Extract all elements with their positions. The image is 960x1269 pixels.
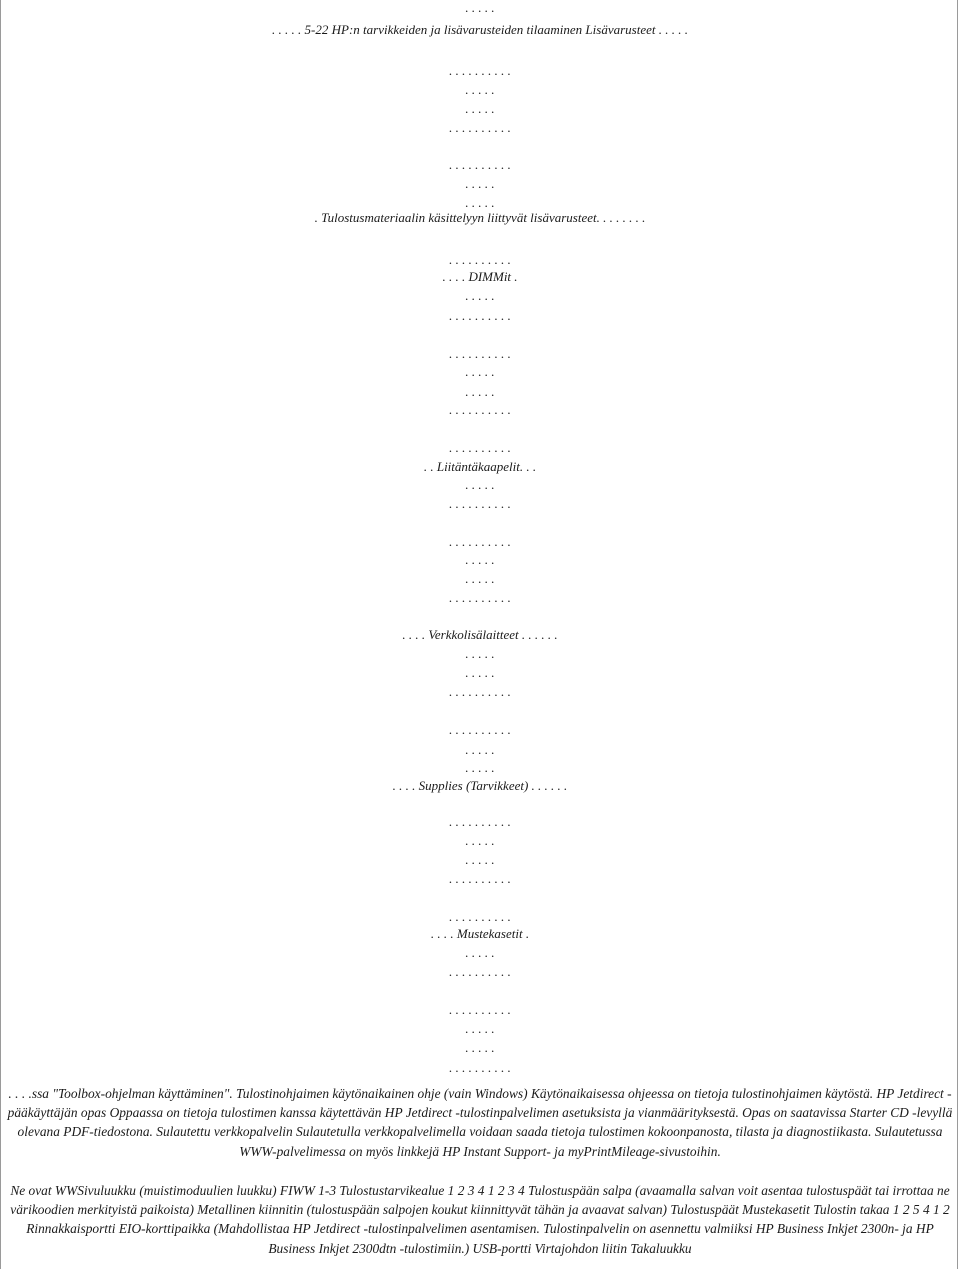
toc-line: . . . . . 5-22 HP:n tarvikkeiden ja lisävarusteiden tilaaminen Lisävarusteet . . . . . — [272, 22, 688, 37]
toc-line: . . . . . . . . . . — [449, 871, 511, 886]
toc-line: . . . . . — [465, 665, 495, 680]
toc-line: . . . . . . . . . . — [449, 1002, 511, 1017]
toc-line: . . . . . . . . . . — [449, 440, 511, 455]
toc-line — [1, 233, 959, 249]
toc-line — [1, 40, 959, 56]
toc-line: . . . . . — [465, 176, 495, 191]
toc-line — [1, 328, 959, 344]
toc-line: . . . . . . . . . . — [449, 308, 511, 323]
toc-line — [1, 138, 959, 154]
toc-line: . . . . . — [465, 945, 495, 960]
body-paragraph-2: Ne ovat WWSivuluukku (muistimoduulien luukku) FIWW 1-3 Tulostustarvikealue 1 2 3 4 1 2 3 4 Tulostuspään salpa (avaamalla salvan voit asentaa tulostuspäät tai irrottaa ne värikoodien merkityistä paikoista) Metallinen kiinnitin (tulostuspään salpojen koukut kiinnittyvät tähän ja avaavat salvan) Tulostuspäät Mustekasetit Tulostin takaa 1 2 5 4 1 2 Rinnakkaisportti EIO-korttipaikka (Mahdollistaa HP Jetdirect -tulostinpalvelimen asentamisen. Tulostinpalvelin on asennettu valmiiksi HP Business Inkjet 2300n- ja HP Business Inkjet 2300dtn -tulostimiin.) USB-portti Virtajohdon liitin Takaluukku — [10, 1183, 950, 1256]
toc-line: . . . . DIMMit . — [442, 269, 518, 284]
toc-line: . . . . . . . . . . — [449, 157, 511, 172]
toc-line: . . . . . — [465, 477, 495, 492]
toc-line: . . . . . — [465, 101, 495, 116]
toc-line: . . . . . . . . . . — [449, 909, 511, 924]
toc-line: . . . . . — [465, 1021, 495, 1036]
toc-line: . . . . . — [465, 0, 495, 15]
toc-line: . . Liitäntäkaapelit. . . — [423, 459, 537, 474]
toc-line: . . . . Verkkolisälaitteet . . . . . . — [402, 627, 558, 642]
toc-line — [1, 420, 959, 436]
toc-line: . . . . . . . . . . — [449, 120, 511, 135]
toc-line: . . . . . — [465, 552, 495, 567]
body-paragraph-1: . . . .ssa "Toolbox-ohjelman käyttäminen". Tulostinohjaimen käytönaikainen ohje (vain Windows) Käytönaikaisessa ohjeessa on tietoja tulostinohjaimen käytöstä. HP Jetdirect -pääkäyttäjän opas Oppaassa on tietoja tulostimen kanssa käytettävän HP Jetdirect -tulostinpalvelimen asetuksista ja vianmäärityksestä. Opas on saatavissa Starter CD -levyllä olevana PDF-tiedostona. Sulautettu verkkopalvelin Sulautetulla verkkopalvelimella voidaan saada tietoja tulostimen kokoonpanosta, tilasta ja diagnostiikasta. Sulautetussa WWW-palvelimessa on myös linkkejä HP Instant Support- ja myPrintMileage-sivustoihin. — [7, 1086, 953, 1159]
toc-line: . . . . . . . . . . — [449, 590, 511, 605]
toc-line: . . . . . — [465, 646, 495, 661]
toc-line: . . . . . — [465, 384, 495, 399]
toc-line: . . . . . . . . . . — [449, 1060, 511, 1075]
toc-line: . . . . . — [465, 195, 495, 210]
toc-line — [1, 984, 959, 1000]
toc-line — [1, 612, 959, 628]
toc-line: . . . . Supplies (Tarvikkeet) . . . . . . — [392, 778, 568, 793]
toc-line: . . . . Mustekasetit . — [430, 926, 530, 941]
toc-line: . . . . . — [465, 82, 495, 97]
toc-line: . . . . . . . . . . — [449, 684, 511, 699]
toc-line — [1, 516, 959, 532]
toc-line: . . . . . — [465, 852, 495, 867]
toc-line: . . . . . . . . . . — [449, 964, 511, 979]
toc-line: . . . . . — [465, 1040, 495, 1055]
toc-line: . . . . . . . . . . — [449, 402, 511, 417]
toc-line — [1, 891, 959, 907]
toc-line: . Tulostusmateriaalin käsittelyyn liittyvät lisävarusteet. . . . . . . . — [314, 210, 646, 225]
toc-line: . . . . . — [465, 833, 495, 848]
toc-line: . . . . . . . . . . — [449, 496, 511, 511]
toc-line: . . . . . . . . . . — [449, 814, 511, 829]
toc-line: . . . . . . . . . . — [449, 722, 511, 737]
toc-line: . . . . . — [465, 364, 495, 379]
toc-line: . . . . . . . . . . — [449, 252, 511, 267]
toc-line: . . . . . . . . . . — [449, 534, 511, 549]
toc-line: . . . . . . . . . . — [449, 346, 511, 361]
toc-line: . . . . . — [465, 742, 495, 757]
toc-line: . . . . . — [465, 571, 495, 586]
toc-line: . . . . . — [465, 760, 495, 775]
toc-line — [1, 704, 959, 720]
toc-line: . . . . . — [465, 288, 495, 303]
toc-line: . . . . . . . . . . — [449, 63, 511, 78]
